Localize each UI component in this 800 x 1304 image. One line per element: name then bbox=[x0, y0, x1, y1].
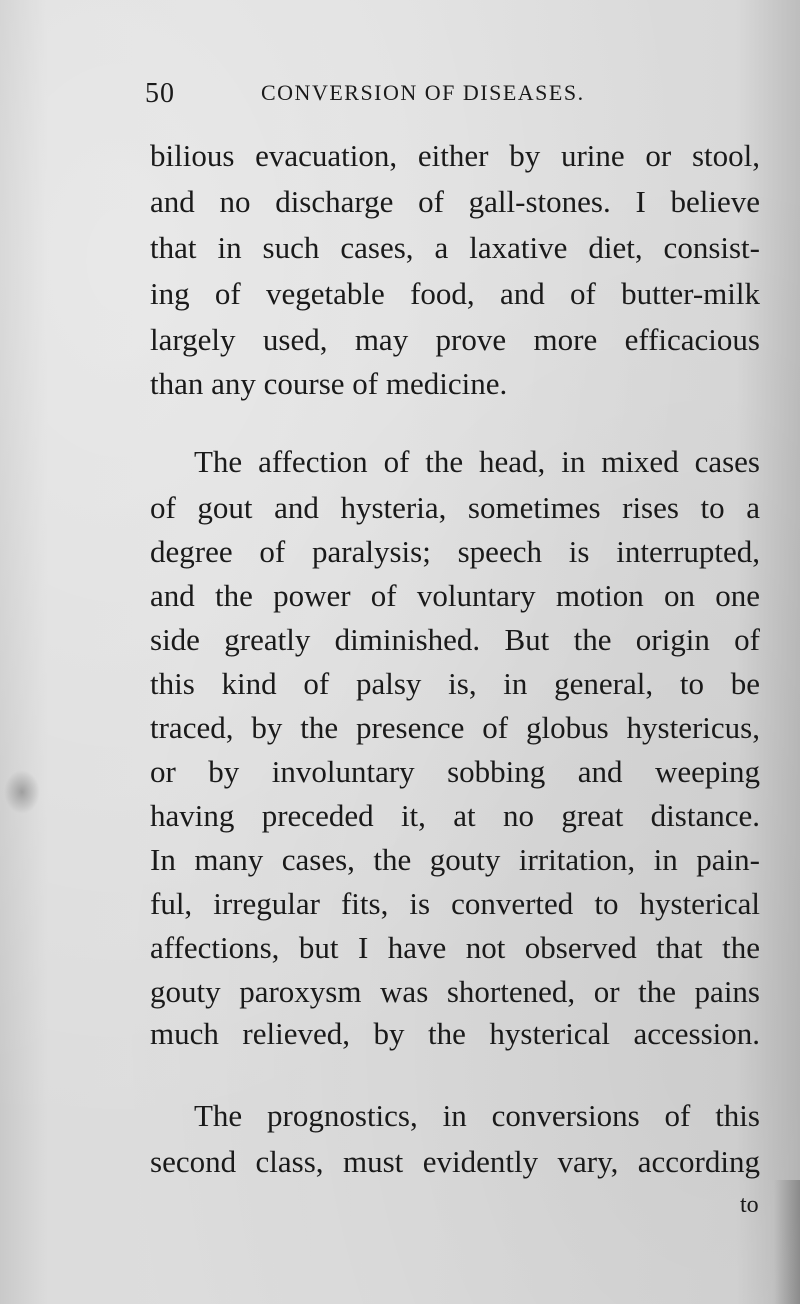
text-line: degree of paralysis; speech is interrupted, bbox=[150, 534, 760, 569]
text-line: ful, irregular fits, is converted to hysterical bbox=[150, 886, 760, 921]
page-smudge bbox=[4, 770, 40, 814]
text-line: largely used, may prove more efficacious bbox=[150, 322, 760, 357]
page-number: 50 bbox=[145, 78, 175, 109]
text-line: ing of vegetable food, and of butter-milk bbox=[150, 276, 760, 311]
text-line: gouty paroxysm was shortened, or the pains bbox=[150, 974, 760, 1009]
text-line: that in such cases, a laxative diet, consist- bbox=[150, 230, 760, 265]
text-line: than any course of medicine. bbox=[150, 366, 508, 401]
text-line: The prognostics, in conversions of this bbox=[194, 1098, 760, 1133]
text-line: and no discharge of gall-stones. I believe bbox=[150, 184, 760, 219]
text-line: side greatly diminished. But the origin of bbox=[150, 622, 760, 657]
text-line: and the power of voluntary motion on one bbox=[150, 578, 760, 613]
text-line: or by involuntary sobbing and weeping bbox=[150, 754, 760, 789]
text-line: The affection of the head, in mixed cases bbox=[194, 444, 760, 479]
text-line: much relieved, by the hysterical accession. bbox=[150, 1016, 760, 1051]
text-line: having preceded it, at no great distance. bbox=[150, 798, 760, 833]
text-line: traced, by the presence of globus hystericus, bbox=[150, 710, 760, 745]
page-header bbox=[145, 78, 755, 112]
catchword: to bbox=[740, 1192, 759, 1218]
text-line: bilious evacuation, either by urine or stool, bbox=[150, 138, 760, 173]
text-line: second class, must evidently vary, according bbox=[150, 1144, 760, 1179]
page-edge-shadow bbox=[774, 1180, 800, 1304]
text-line: In many cases, the gouty irritation, in pain- bbox=[150, 842, 760, 877]
text-line: this kind of palsy is, in general, to be bbox=[150, 666, 760, 701]
text-line: affections, but I have not observed that the bbox=[150, 930, 760, 965]
text-line: of gout and hysteria, sometimes rises to a bbox=[150, 490, 760, 525]
running-head: CONVERSION OF DISEASES. bbox=[261, 80, 585, 105]
